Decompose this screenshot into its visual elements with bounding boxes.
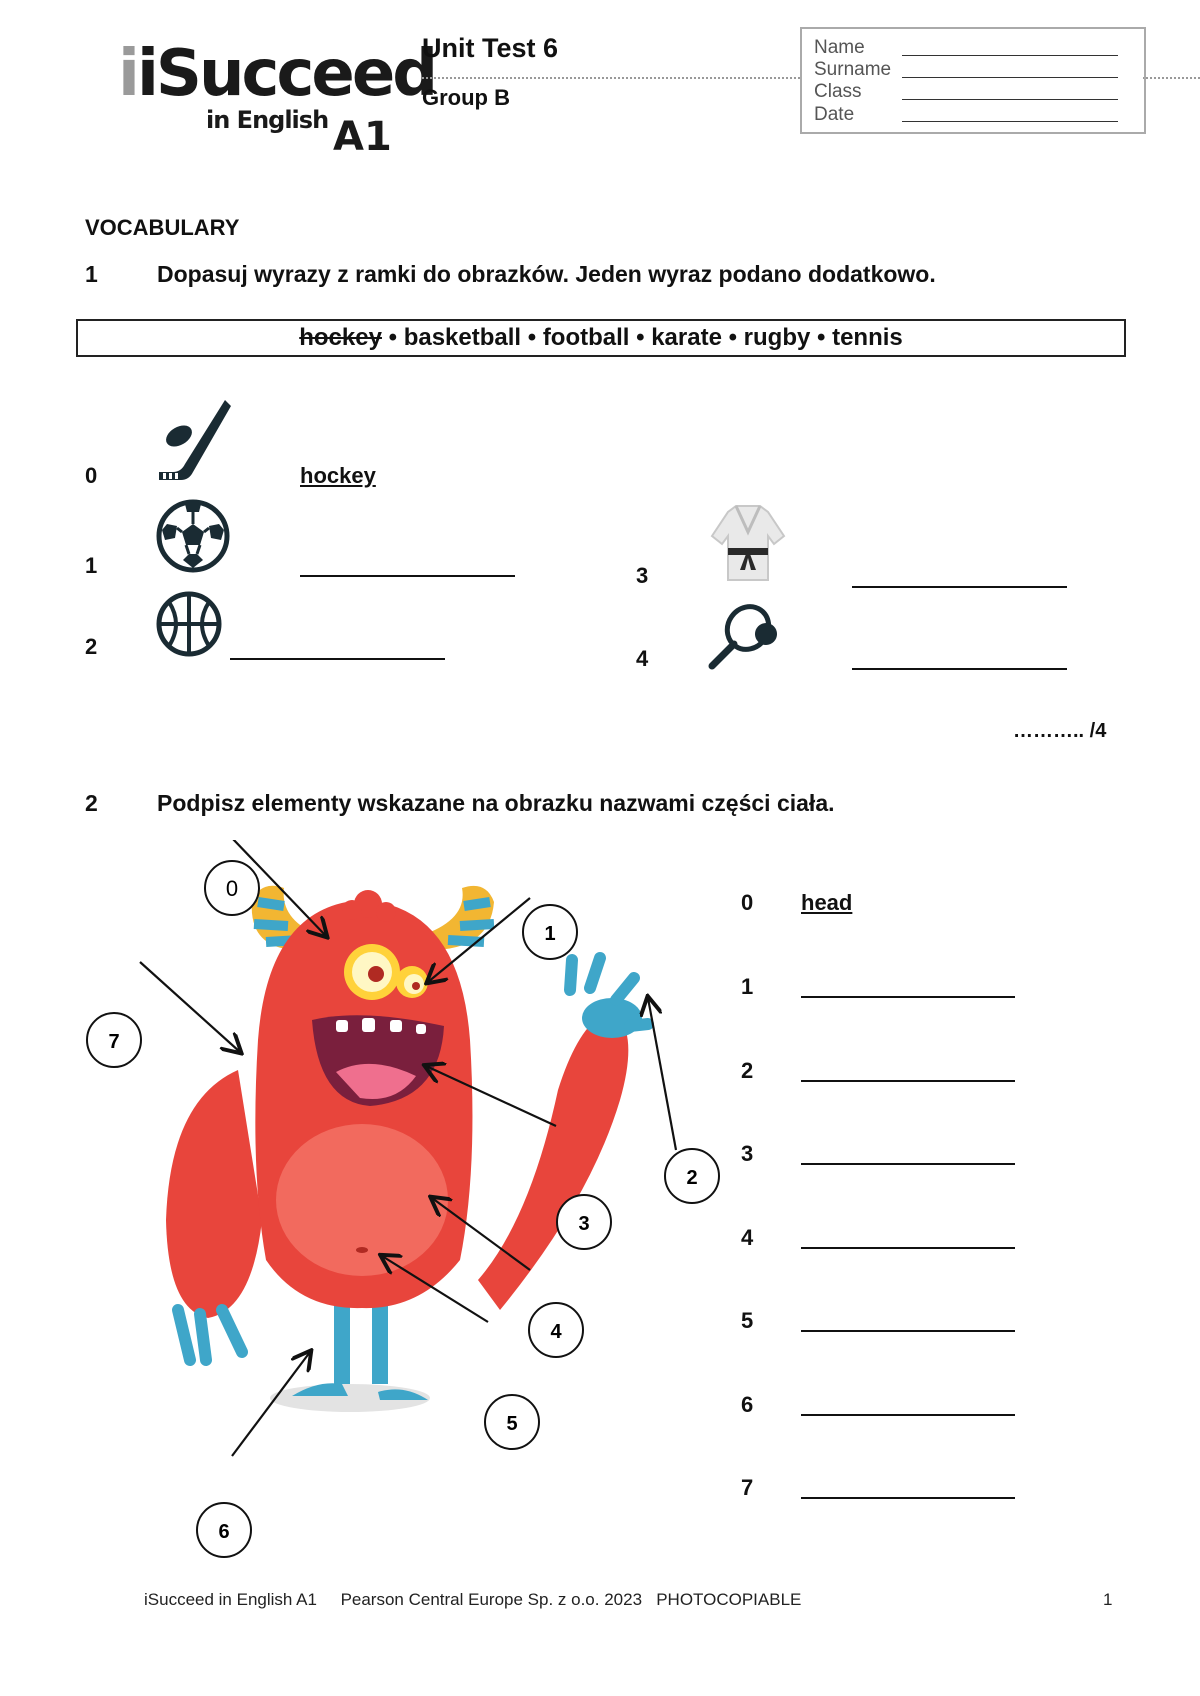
logo-level: A1 xyxy=(333,114,392,160)
callout-0 xyxy=(205,861,259,915)
task2-answer-1-number: 1 xyxy=(741,974,754,999)
task1-item-4-number: 4 xyxy=(636,646,649,671)
task1-score: ……….. /4 xyxy=(1013,720,1107,742)
hockey-stick-icon xyxy=(155,396,233,482)
task2-answer-1-blank[interactable] xyxy=(801,996,1015,998)
svg-text:5: 5 xyxy=(506,1413,518,1435)
task2-answer-3-blank[interactable] xyxy=(801,1163,1015,1165)
task2-number: 2 xyxy=(85,790,98,816)
task2-answer-6-blank[interactable] xyxy=(801,1414,1015,1416)
callout-4 xyxy=(529,1303,583,1357)
logo-sub: in English xyxy=(206,106,329,134)
group-label: Group B xyxy=(422,85,510,110)
date-label: Date xyxy=(814,104,855,125)
task2-answer-7-number: 7 xyxy=(741,1475,754,1500)
task1-instruction: Dopasuj wyrazy z ramki do obrazków. Jeden wyraz podano dodatkowo. xyxy=(157,261,936,287)
word-box xyxy=(76,319,1126,357)
task1-item-2-number: 2 xyxy=(85,634,98,659)
task2-answer-5-blank[interactable] xyxy=(801,1330,1015,1332)
callout-1 xyxy=(523,905,577,959)
surname-field[interactable] xyxy=(902,77,1118,78)
section-heading: VOCABULARY xyxy=(85,215,240,240)
task1-item-2-blank[interactable] xyxy=(230,658,445,660)
footer-text: iSucceed in English A1 Pearson Central Europe Sp. z o.o. 2023 PHOTOCOPIABLE xyxy=(144,1590,802,1609)
callout-3 xyxy=(557,1195,611,1249)
header-divider-right xyxy=(1143,77,1200,79)
page-number: 1 xyxy=(1103,1590,1113,1609)
header-divider xyxy=(422,77,800,79)
task1-item-1-blank[interactable] xyxy=(300,575,515,577)
word-box-example: hockey xyxy=(299,324,382,351)
task2-answer-0-number: 0 xyxy=(741,890,754,915)
karate-uniform-icon xyxy=(710,502,786,584)
task1-item-3-number: 3 xyxy=(636,563,649,588)
task2-answer-4-number: 4 xyxy=(741,1225,754,1250)
callout-5 xyxy=(485,1395,539,1449)
name-label: Name xyxy=(814,37,865,58)
task2-answer-2-number: 2 xyxy=(741,1058,754,1083)
page-title: Unit Test 6 xyxy=(422,33,559,63)
task2-answer-2-blank[interactable] xyxy=(801,1080,1015,1082)
task2-answer-3-number: 3 xyxy=(741,1141,754,1166)
callout-7 xyxy=(87,1013,141,1067)
task1-item-3-blank[interactable] xyxy=(852,586,1067,588)
class-field[interactable] xyxy=(902,99,1118,100)
class-label: Class xyxy=(814,81,862,102)
monster-illustration xyxy=(0,840,740,1560)
svg-text:4: 4 xyxy=(550,1321,562,1343)
tennis-racket-icon xyxy=(706,600,784,672)
svg-text:1: 1 xyxy=(544,923,556,945)
svg-text:6: 6 xyxy=(218,1521,230,1543)
svg-text:2: 2 xyxy=(686,1167,698,1189)
logo-brand: iSucceed xyxy=(136,37,436,111)
name-field[interactable] xyxy=(902,55,1118,56)
task2-answer-5-number: 5 xyxy=(741,1308,754,1333)
task1-item-0-answer: hockey xyxy=(300,463,376,488)
word-box-words: • basketball • football • karate • rugby • tennis xyxy=(381,324,903,351)
svg-text:0: 0 xyxy=(225,876,239,901)
task1-item-4-blank[interactable] xyxy=(852,668,1067,670)
task1-item-1-number: 1 xyxy=(85,553,98,578)
football-icon xyxy=(155,498,231,574)
task2-answer-4-blank[interactable] xyxy=(801,1247,1015,1249)
svg-text:3: 3 xyxy=(578,1213,590,1235)
task2-answer-0: head xyxy=(801,890,853,915)
basketball-icon xyxy=(155,590,223,658)
student-info-box xyxy=(800,27,1146,134)
date-field[interactable] xyxy=(902,121,1118,122)
task1-number: 1 xyxy=(85,261,98,287)
logo: iiSucceed in English A1 xyxy=(118,37,436,160)
task2-answer-7-blank[interactable] xyxy=(801,1497,1015,1499)
callout-2 xyxy=(665,1149,719,1203)
task2-answer-6-number: 6 xyxy=(741,1392,754,1417)
task1-item-0-number: 0 xyxy=(85,463,98,488)
surname-label: Surname xyxy=(814,59,892,80)
task2-instruction: Podpisz elementy wskazane na obrazku nazwami części ciała. xyxy=(157,790,835,816)
svg-text:7: 7 xyxy=(108,1031,120,1053)
callout-6 xyxy=(197,1503,251,1557)
